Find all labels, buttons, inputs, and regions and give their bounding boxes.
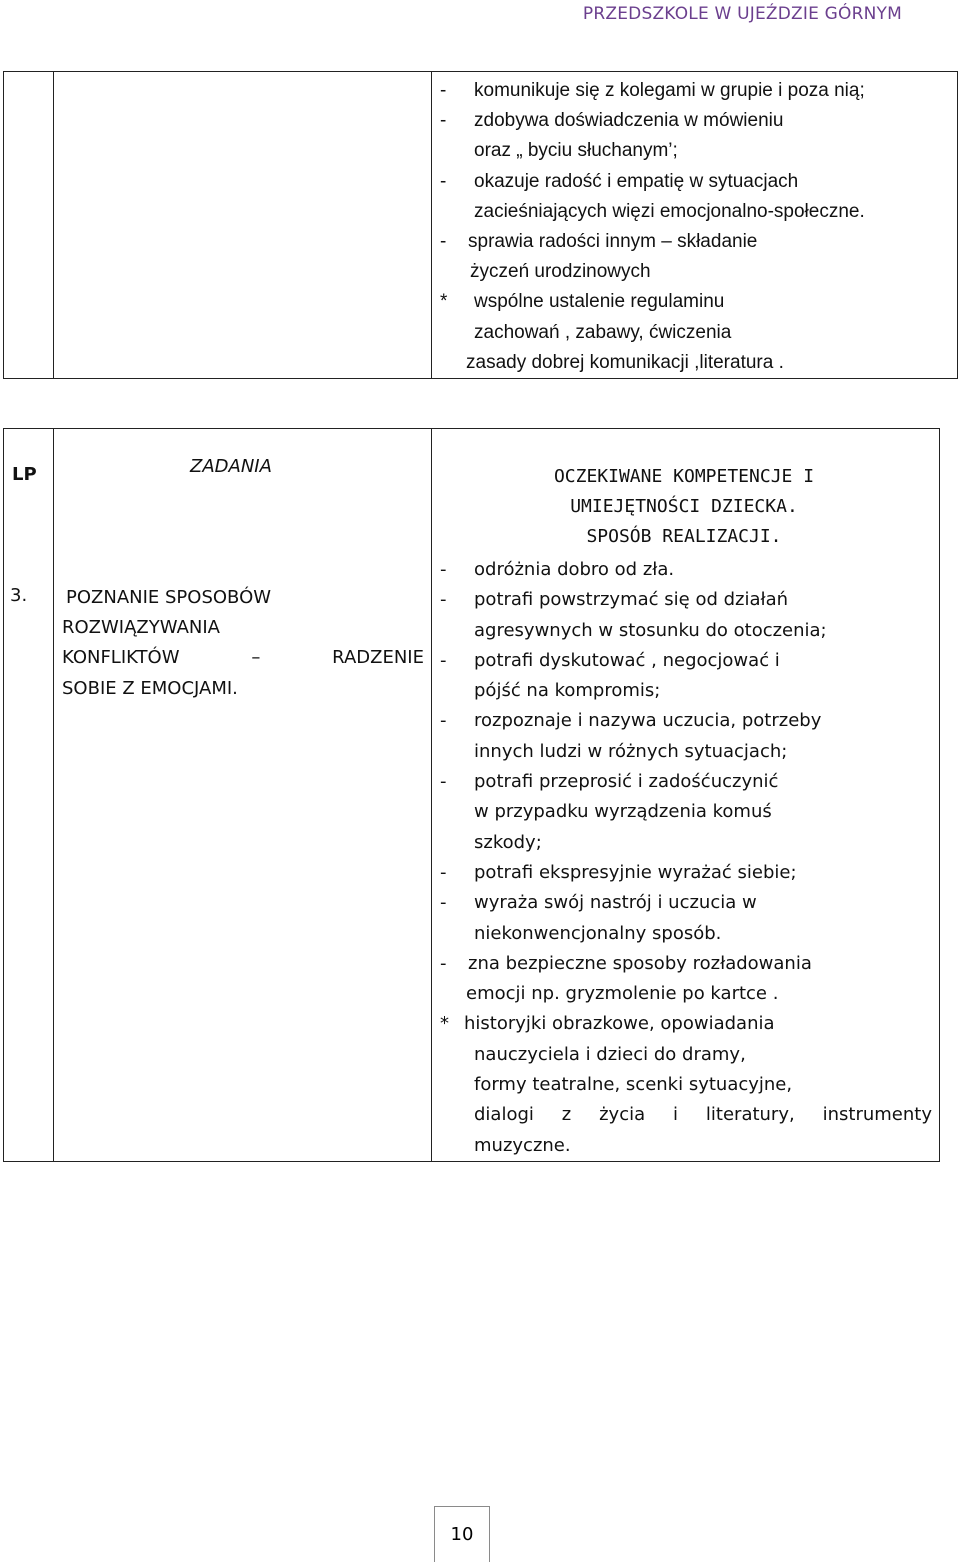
list-item: - zna bezpieczne sposoby rozładowania <box>440 952 812 974</box>
list-item: pójść na kompromis; <box>474 680 661 702</box>
page-number: 10 <box>434 1506 490 1562</box>
list-item: innych ludzi w różnych sytuacjach; <box>474 740 788 762</box>
row-number: 3. <box>10 585 28 606</box>
list-item: zacieśniających więzi emocjonalno-społeczne. <box>474 200 865 222</box>
tasks-column <box>54 429 432 1162</box>
continuation-table <box>3 71 958 379</box>
list-item: * wspólne ustalenie regulaminu <box>440 291 725 313</box>
list-item: - okazuje radość i empatię w sytuacjach <box>440 170 799 192</box>
column-header-lp: LP <box>12 464 37 485</box>
lp-column <box>4 429 54 1162</box>
list-item: - odróżnia dobro od zła. <box>440 559 675 580</box>
list-item: nauczyciela i dzieci do dramy, <box>474 1043 746 1065</box>
list-item: - komunikuje się z kolegami w grupie i poza nią; <box>440 80 865 101</box>
list-item: życzeń urodzinowych <box>470 261 651 283</box>
list-item: - rozpoznaje i nazywa uczucia, potrzeby <box>440 710 822 732</box>
page-header-title: PRZEDSZKOLE W UJEŹDZIE GÓRNYM <box>582 4 902 24</box>
list-item: w przypadku wyrządzenia komuś <box>474 801 772 823</box>
list-item: - wyraża swój nastrój i uczucia w <box>440 892 757 914</box>
list-item: * historyjki obrazkowe, opowiadania <box>440 1013 775 1035</box>
list-item: formy teatralne, scenki sytuacyjne, <box>474 1074 793 1096</box>
list-item: dialogi z życia i literatury, instrumenty <box>474 1104 932 1126</box>
list-item: szkody; <box>474 831 542 853</box>
column-header-tasks: ZADANIA <box>190 456 272 477</box>
list-item: zachowań , zabawy, ćwiczenia <box>474 321 732 343</box>
list-item: emocji np. gryzmolenie po kartce . <box>466 983 779 1005</box>
list-item: niekonwencjonalny sposób. <box>474 922 722 944</box>
list-item: agresywnych w stosunku do otoczenia; <box>474 619 827 641</box>
lp-cell <box>4 72 54 379</box>
list-item: muzyczne. <box>474 1134 571 1156</box>
competency-cell <box>432 72 958 379</box>
task-title: POZNANIE SPOSOBÓW ROZWIĄZYWANIA KONFLIKTÓW – RADZENIE SOBIE Z EMOCJAMI. <box>62 587 424 699</box>
list-item: - sprawia radości innym – składanie <box>440 231 758 253</box>
competencies-list <box>440 555 935 1161</box>
list-item: - potrafi przeprosić i zadośćuczynić <box>440 771 779 793</box>
list-item: - potrafi powstrzymać się od działań <box>440 589 789 611</box>
list-item: oraz „ byciu słuchanym’; <box>474 140 678 162</box>
list-item: zasady dobrej komunikacji ,literatura . <box>466 351 784 373</box>
list-item: - potrafi dyskutować , negocjować i <box>440 649 780 671</box>
list-item: - zdobywa doświadczenia w mówieniu <box>440 110 784 132</box>
list-item: - potrafi ekspresyjnie wyrażać siebie; <box>440 861 797 883</box>
task-cell <box>54 72 432 379</box>
column-header-competencies: OCZEKIWANE KOMPETENCJE I UMIEJĘTNOŚCI DZIECKA. SPOSÓB REALIZACJI. <box>553 466 815 547</box>
